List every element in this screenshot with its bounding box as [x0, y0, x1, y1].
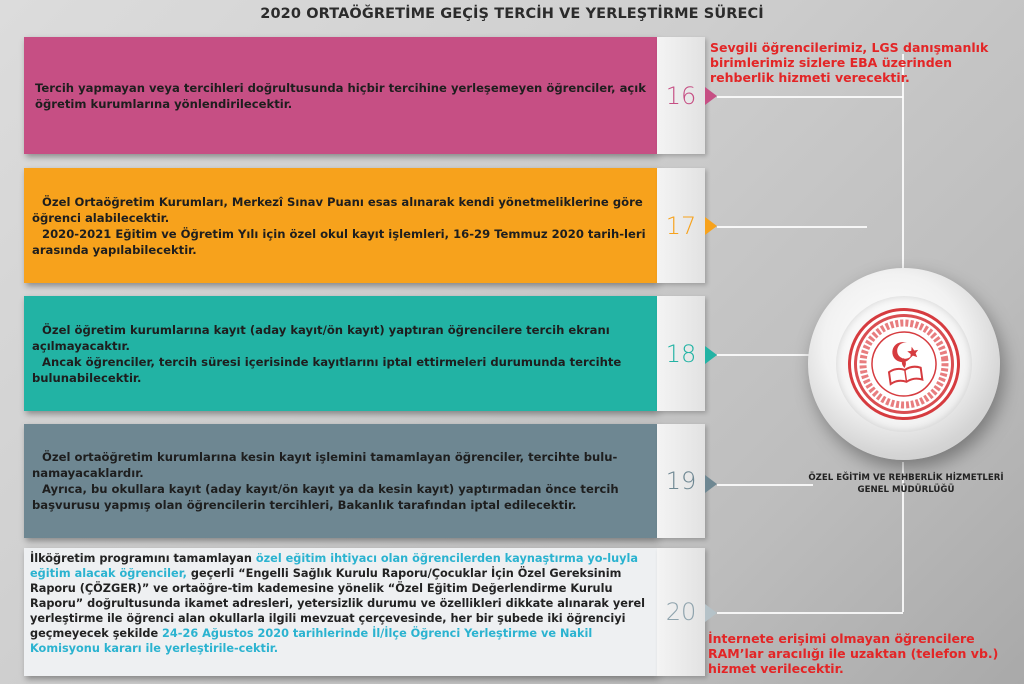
step-20-text: [30, 551, 647, 656]
step-16-text: Tercih yapmayan veya tercihleri doğrultusunda hiçbir tercihine yerleşemeyen öğrenciler, açık öğretim kurumlarına yönlendirilecektir.: [35, 80, 646, 111]
step-19-text-1: Özel ortaöğretim kurumlarına kesin kayıt işlemini tamamlayan öğrenciler, tercihte bulu-namayacaklardır.: [32, 450, 618, 480]
page-title: 2020 ORTAÖĞRETİME GEÇİŞ TERCİH VE YERLEŞTİRME SÜRECİ: [260, 6, 764, 22]
step-17-text-1: Özel Ortaöğretim Kurumları, Merkezî Sınav Puanı esas alınarak kendi yönetmeliklerine göre öğrenci alabilecektir.: [32, 194, 643, 225]
step-17-card: [24, 168, 657, 283]
step-19-number: 19: [657, 424, 705, 538]
note-bottom: İnternete erişimi olmayan öğrencilere RAM’lar aracılığı ile uzaktan (telefon vb.) hizmet verilecektir.: [708, 631, 999, 676]
ministry-seal: [808, 268, 1000, 460]
step-16-arrow-icon: [705, 87, 717, 105]
step-18-text-1: Özel öğretim kurumlarına kayıt (aday kayıt/ön kayıt) yaptıran öğrencilere tercih ekranı açılmayacaktır.: [32, 322, 610, 353]
connector-17: [717, 226, 867, 228]
step-17-text-2: 2020-2021 Eğitim ve Öğretim Yılı için özel okul kayıt işlemleri, 16-29 Temmuz 2020 tarih-leri arasında yapılabilecektir.: [32, 226, 646, 257]
ministry-logo-icon: [836, 296, 972, 432]
connector-vertical: [902, 54, 904, 270]
unit-name-line-1: ÖZEL EĞİTİM VE REHBERLİK HİZMETLERİ: [808, 473, 1004, 483]
connector-18: [717, 354, 812, 356]
seal-inner: [836, 296, 972, 432]
step-17-arrow-icon: [705, 217, 717, 235]
step-16-number: 16: [657, 37, 705, 154]
step-20-card: [24, 548, 657, 676]
step-20-number: 20: [657, 548, 705, 676]
step-17-number: 17: [657, 168, 705, 283]
connector-20: [717, 612, 903, 614]
step-20-arrow-icon: [705, 604, 717, 622]
step-19-card: [24, 424, 657, 538]
connector-16: [717, 96, 903, 98]
step-18-arrow-icon: [705, 346, 717, 364]
step-20-text-c: geçerli “Engelli Sağlık Kurulu Raporu/Çocuklar İçin Özel Gereksinim Raporu (ÇÖZGER)” ve ortaöğre-tim kademesine yönelik “Özel Eğitim Değerlendirme Kurulu Raporu” doğrultusunda ikamet adresleri, yetersizlik durumu ve özellikleri dikkate alınarak yerel yerleştirme ile öğrenci alan okullarla ilgili mevzuat çerçevesinde, her bir şubede iki öğrenciyi geçmeyecek şekilde: [30, 567, 646, 640]
step-18-text-2: Ancak öğrenciler, tercih süresi içerisinde kayıtlarını iptal ettirmeleri durumunda tercihte bulunabilecektir.: [32, 354, 622, 385]
step-20-text-a: İlköğretim programını tamamlayan: [30, 552, 256, 565]
step-18-card: [24, 296, 657, 411]
step-19-text-2: Ayrıca, bu okullara kayıt (aday kayıt/ön kayıt ya da kesin kayıt) yaptırmadan önce tercih başvurusu yapmış olan öğrencilerin tercihleri, Bakanlık tarafından iptal edilecektir.: [32, 482, 619, 512]
note-top: Sevgili öğrencilerimiz, LGS danışmanlık birimlerimiz sizlere EBA üzerinden rehberlik hizmeti verecektir.: [710, 40, 989, 85]
connector-19: [717, 484, 813, 486]
step-19-arrow-icon: [705, 475, 717, 493]
step-18-number: 18: [657, 296, 705, 411]
step-20-highlight-1: özel eğitim ihtiyacı olan öğrencilerden kaynaştırma yo-luyla eğitim alacak öğrenciler,: [30, 552, 638, 580]
step-20-highlight-2: 24-26 Ağustos 2020 tarihlerinde İl/İlçe Öğrenci Yerleştirme ve Nakil Komisyonu kararı ile yerleştirile-cektir.: [30, 627, 593, 655]
unit-name: [808, 472, 1004, 496]
unit-name-line-2: GENEL MÜDÜRLÜĞÜ: [857, 485, 955, 495]
step-16-card: [24, 37, 657, 154]
